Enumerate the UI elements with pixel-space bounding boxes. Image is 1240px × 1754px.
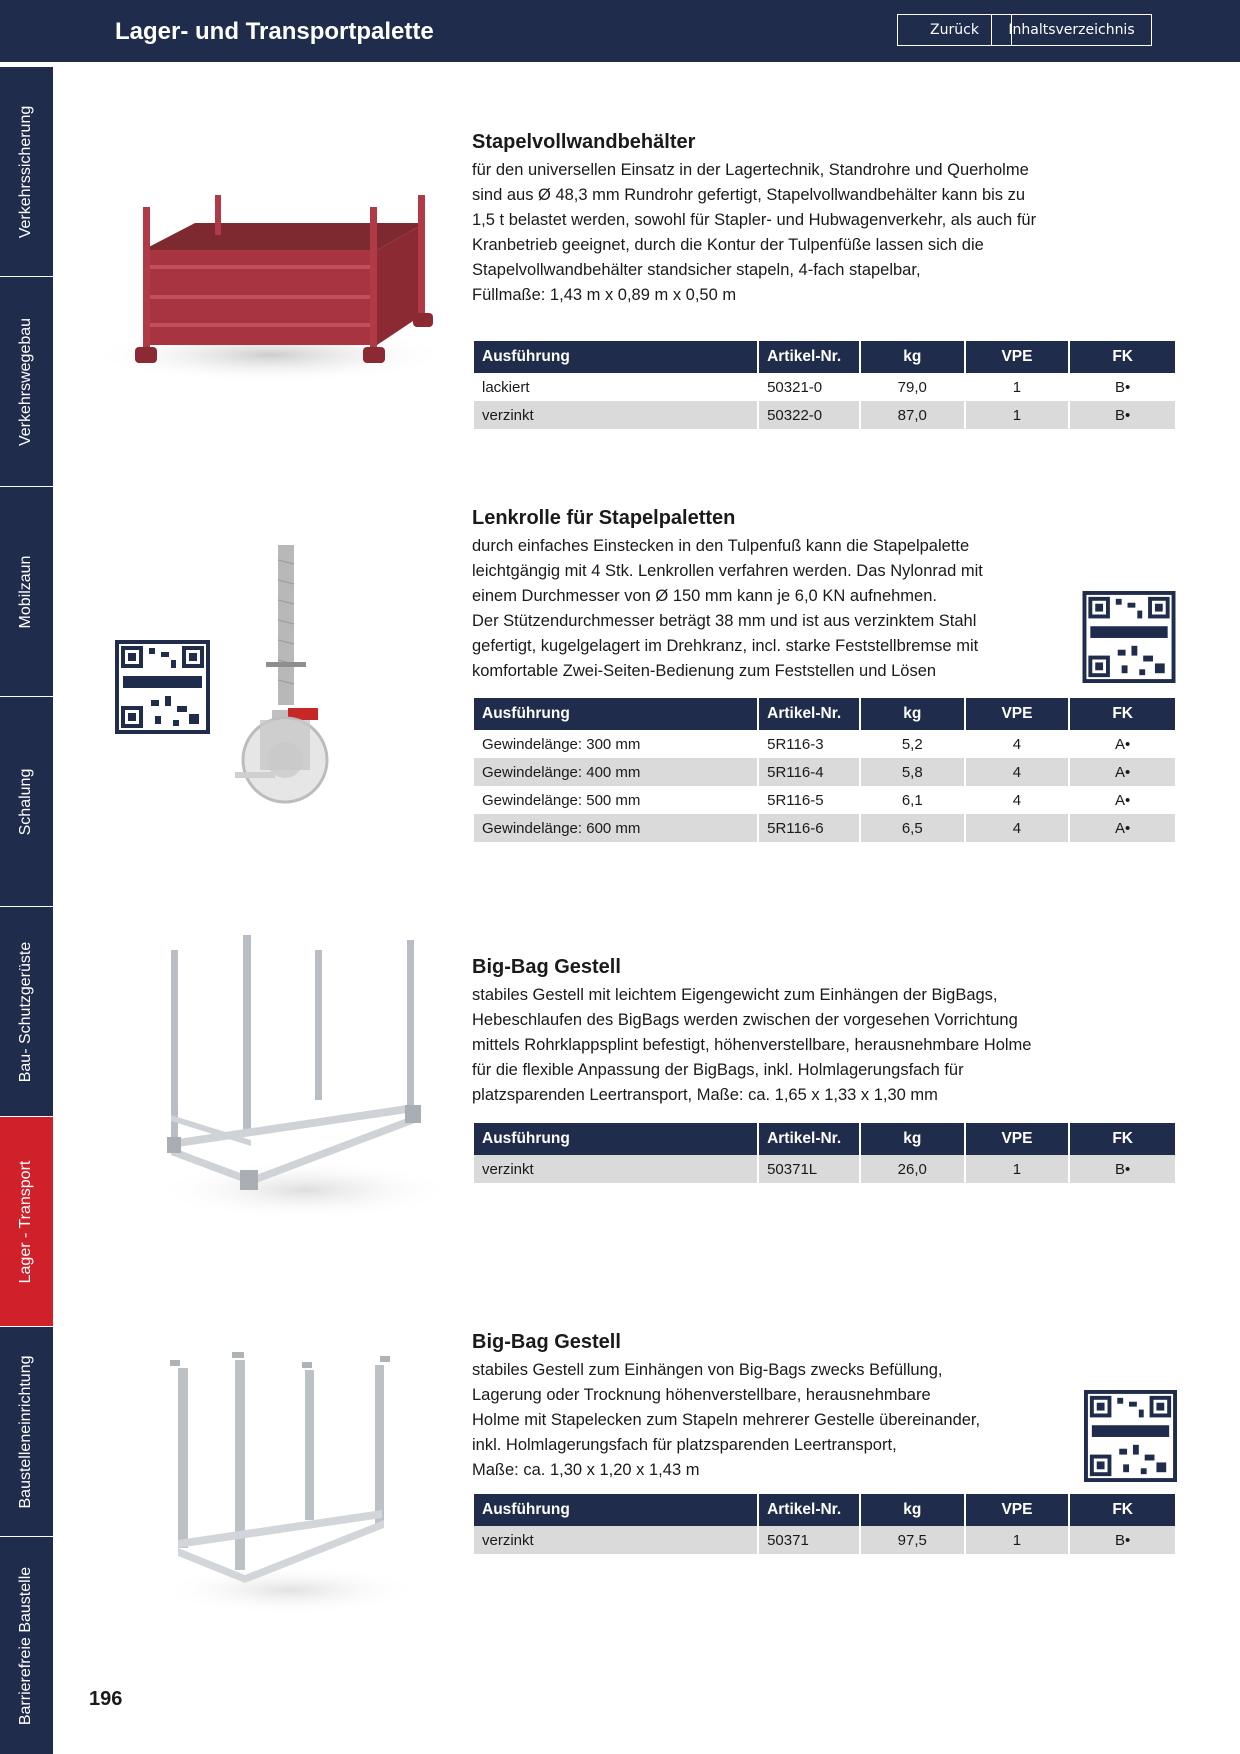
column-header: FK xyxy=(1070,1123,1175,1155)
sidebar-item-verkehrswegebau[interactable] xyxy=(0,277,53,487)
sidebar-item-schalung[interactable] xyxy=(0,697,53,907)
page-number: 196 xyxy=(89,1688,123,1710)
description-line: mittels Rohrklappsplint befestigt, höhenverstellbare, herausnehmbare Holme xyxy=(472,1036,1032,1054)
qr-code-icon[interactable] xyxy=(1081,591,1177,688)
sidebar-item-label: Mobilzaun xyxy=(17,555,34,628)
table-row xyxy=(474,401,1175,429)
table-cell: 4 xyxy=(966,758,1069,786)
product-title: Stapelvollwandbehälter xyxy=(472,131,696,153)
table-header-row xyxy=(474,698,1175,730)
product-title: Lenkrolle für Stapelpaletten xyxy=(472,507,736,529)
column-header: Artikel-Nr. xyxy=(759,1494,859,1526)
product-description xyxy=(472,534,1072,684)
description-line: Kranbetrieb geeignet, durch die Kontur der Tulpenfüße lassen sich die xyxy=(472,236,984,254)
stacking-container-image xyxy=(95,195,455,385)
category-sidebar xyxy=(0,67,53,1754)
table-cell: Gewindelänge: 500 mm xyxy=(482,791,641,809)
table-cell: Gewindelänge: 400 mm xyxy=(474,758,757,786)
table-cell: 50371 xyxy=(759,1526,859,1554)
description-line: 1,5 t belastet werden, sowohl für Stapler- und Hubwagenverkehr, als auch für xyxy=(472,211,1037,229)
sidebar-item-lager-transport[interactable] xyxy=(0,1117,53,1327)
table-row xyxy=(474,758,1175,786)
table-cell: verzinkt xyxy=(474,401,757,429)
table-cell: B• xyxy=(1070,1526,1175,1554)
table-cell: 50371L xyxy=(759,1155,859,1183)
sidebar-item-label: Lager - Transport xyxy=(17,1160,34,1283)
table-row xyxy=(474,1155,1175,1183)
table-cell: 1 xyxy=(1012,378,1022,396)
table-cell: A• xyxy=(1070,814,1175,842)
table-cell: 97,5 xyxy=(861,1526,964,1554)
product-title: Big-Bag Gestell xyxy=(472,956,621,978)
table-row xyxy=(474,786,1175,814)
table-cell: 5R116-6 xyxy=(759,814,859,842)
table-cell: 5R116-5 xyxy=(767,791,824,809)
table-row xyxy=(474,730,1175,758)
table-cell: A• xyxy=(1115,791,1131,809)
big-bag-frame-image xyxy=(155,925,455,1225)
product-spec-table xyxy=(472,341,1177,429)
table-cell: verzinkt xyxy=(474,1155,757,1183)
sidebar-item-label: Verkehrssicherung xyxy=(17,105,34,238)
column-header: Artikel-Nr. xyxy=(759,698,859,730)
sidebar-item-mobilzaun[interactable] xyxy=(0,487,53,697)
product-big-bag-gestell-stapelbar xyxy=(472,1331,1072,1483)
table-cell: lackiert xyxy=(482,378,530,396)
table-cell: Gewindelänge: 600 mm xyxy=(474,814,757,842)
product-stapelvollwandbehaelter xyxy=(472,131,1177,308)
table-cell: 4 xyxy=(1012,791,1022,809)
product-title: Big-Bag Gestell xyxy=(472,1331,621,1353)
big-bag-frame-stackable-image xyxy=(160,1350,430,1620)
column-header: Artikel-Nr. xyxy=(759,1123,859,1155)
description-line: einem Durchmesser von Ø 150 mm kann je 6,0 KN aufnehmen. xyxy=(472,587,937,605)
product-spec-table xyxy=(472,1123,1177,1183)
page-header xyxy=(0,0,1240,62)
sidebar-item-label: Barrierefreie Baustelle xyxy=(17,1566,34,1725)
sidebar-item-label: Bau- Schutzgerüste xyxy=(17,941,34,1082)
description-line: Hebeschlaufen des BigBags werden zwischen der vorgesehen Vorrichtung xyxy=(472,1011,1018,1029)
table-cell: 1 xyxy=(966,401,1069,429)
product-big-bag-gestell xyxy=(472,956,1177,1108)
description-line: Stapelvollwandbehälter standsicher stapeln, 4-fach stapelbar, xyxy=(472,261,921,279)
table-cell: 4 xyxy=(966,814,1069,842)
description-line: durch einfaches Einstecken in den Tulpenfuß kann die Stapelpalette xyxy=(472,537,970,555)
sidebar-item-label: Schalung xyxy=(17,768,34,835)
table-cell: 87,0 xyxy=(861,401,964,429)
column-header: Ausführung xyxy=(474,341,757,373)
table-header-row xyxy=(474,1123,1175,1155)
column-header: Ausführung xyxy=(474,1123,757,1155)
column-header: FK xyxy=(1070,1494,1175,1526)
description-line: Holme mit Stapelecken zum Stapeln mehrerer Gestelle übereinander, xyxy=(472,1411,981,1429)
table-cell: 26,0 xyxy=(861,1155,964,1183)
table-cell: 5,2 xyxy=(901,735,923,753)
product-description xyxy=(472,1358,1072,1483)
table-header-row xyxy=(474,341,1175,373)
table-row xyxy=(474,1526,1175,1554)
product-spec-table xyxy=(472,698,1177,842)
product-spec-table xyxy=(472,1494,1177,1554)
table-cell: 6,1 xyxy=(901,791,923,809)
description-line: sind aus Ø 48,3 mm Rundrohr gefertigt, Stapelvollwandbehälter kann bis zu xyxy=(472,186,1026,204)
description-line: Lagerung oder Trocknung höhenverstellbare, herausnehmbare xyxy=(472,1386,931,1404)
description-line: gefertigt, kugelgelagert im Drehkranz, incl. starke Feststellbremse mit xyxy=(472,637,979,655)
table-cell: 5R116-3 xyxy=(767,735,824,753)
sidebar-item-baustelleneinrichtung[interactable] xyxy=(0,1327,53,1537)
table-row xyxy=(474,814,1175,842)
sidebar-item-label: Verkehrswegebau xyxy=(17,317,34,446)
table-cell: A• xyxy=(1070,758,1175,786)
page-title: Lager- und Transportpalette xyxy=(115,18,434,45)
table-cell: A• xyxy=(1115,735,1131,753)
sidebar-item-verkehrssicherung[interactable] xyxy=(0,67,53,277)
table-cell: 50322-0 xyxy=(759,401,859,429)
column-header: VPE xyxy=(966,1494,1069,1526)
table-cell: verzinkt xyxy=(474,1526,757,1554)
sidebar-item-barrierefreie-baustelle[interactable] xyxy=(0,1537,53,1754)
column-header: Artikel-Nr. xyxy=(759,341,859,373)
table-cell: 4 xyxy=(1012,735,1022,753)
description-line: stabiles Gestell zum Einhängen von Big-Bags zwecks Befüllung, xyxy=(472,1361,943,1379)
column-header: Ausführung xyxy=(474,698,757,730)
sidebar-item-bau-schutzgerueste[interactable] xyxy=(0,907,53,1117)
table-of-contents-button[interactable]: Inhaltsverzeichnis xyxy=(991,14,1152,46)
column-header: kg xyxy=(861,1123,964,1155)
product-description xyxy=(472,983,1177,1108)
column-header: kg xyxy=(861,698,964,730)
description-line: für die flexible Anpassung der BigBags, inkl. Holmlagerungsfach für xyxy=(472,1061,964,1079)
description-line: komfortable Zwei-Seiten-Bedienung zum Feststellen und Lösen xyxy=(472,662,937,680)
product-lenkrolle xyxy=(472,507,1072,684)
column-header: FK xyxy=(1070,698,1175,730)
column-header: FK xyxy=(1070,341,1175,373)
column-header: VPE xyxy=(966,698,1069,730)
table-cell: B• xyxy=(1115,378,1131,396)
column-header: kg xyxy=(861,341,964,373)
table-cell: 1 xyxy=(966,1526,1069,1554)
description-line: Maße: ca. 1,30 x 1,20 x 1,43 m xyxy=(472,1461,700,1479)
description-line: für den universellen Einsatz in der Lagertechnik, Standrohre und Querholme xyxy=(472,161,1029,179)
description-line: platzsparenden Leertransport, Maße: ca. 1,65 x 1,33 x 1,30 mm xyxy=(472,1086,938,1104)
table-cell: 1 xyxy=(966,1155,1069,1183)
product-description xyxy=(472,158,1177,308)
qr-code-icon[interactable] xyxy=(115,640,210,739)
back-button[interactable]: Zurück xyxy=(897,14,1012,46)
table-cell: Gewindelänge: 300 mm xyxy=(482,735,641,753)
description-line: stabiles Gestell mit leichtem Eigengewicht zum Einhängen der BigBags, xyxy=(472,986,998,1004)
description-line: Füllmaße: 1,43 m x 0,89 m x 0,50 m xyxy=(472,286,737,304)
swivel-caster-image xyxy=(230,540,350,810)
table-cell: 5,8 xyxy=(861,758,964,786)
description-line: inkl. Holmlagerungsfach für platzsparenden Leertransport, xyxy=(472,1436,897,1454)
column-header: VPE xyxy=(966,1123,1069,1155)
table-cell: 6,5 xyxy=(861,814,964,842)
table-row xyxy=(474,373,1175,401)
table-cell: 5R116-4 xyxy=(759,758,859,786)
table-cell: B• xyxy=(1070,401,1175,429)
table-cell: B• xyxy=(1070,1155,1175,1183)
table-cell: 50321-0 xyxy=(767,378,823,396)
column-header: VPE xyxy=(966,341,1069,373)
description-line: leichtgängig mit 4 Stk. Lenkrollen verfahren werden. Das Nylonrad mit xyxy=(472,562,983,580)
sidebar-item-label: Baustelleneinrichtung xyxy=(17,1355,34,1508)
column-header: kg xyxy=(861,1494,964,1526)
column-header: Ausführung xyxy=(474,1494,757,1526)
description-line: Der Stützendurchmesser beträgt 38 mm und ist aus verzinktem Stahl xyxy=(472,612,977,630)
qr-code-icon[interactable] xyxy=(1083,1390,1178,1487)
table-cell: 79,0 xyxy=(897,378,927,396)
table-header-row xyxy=(474,1494,1175,1526)
